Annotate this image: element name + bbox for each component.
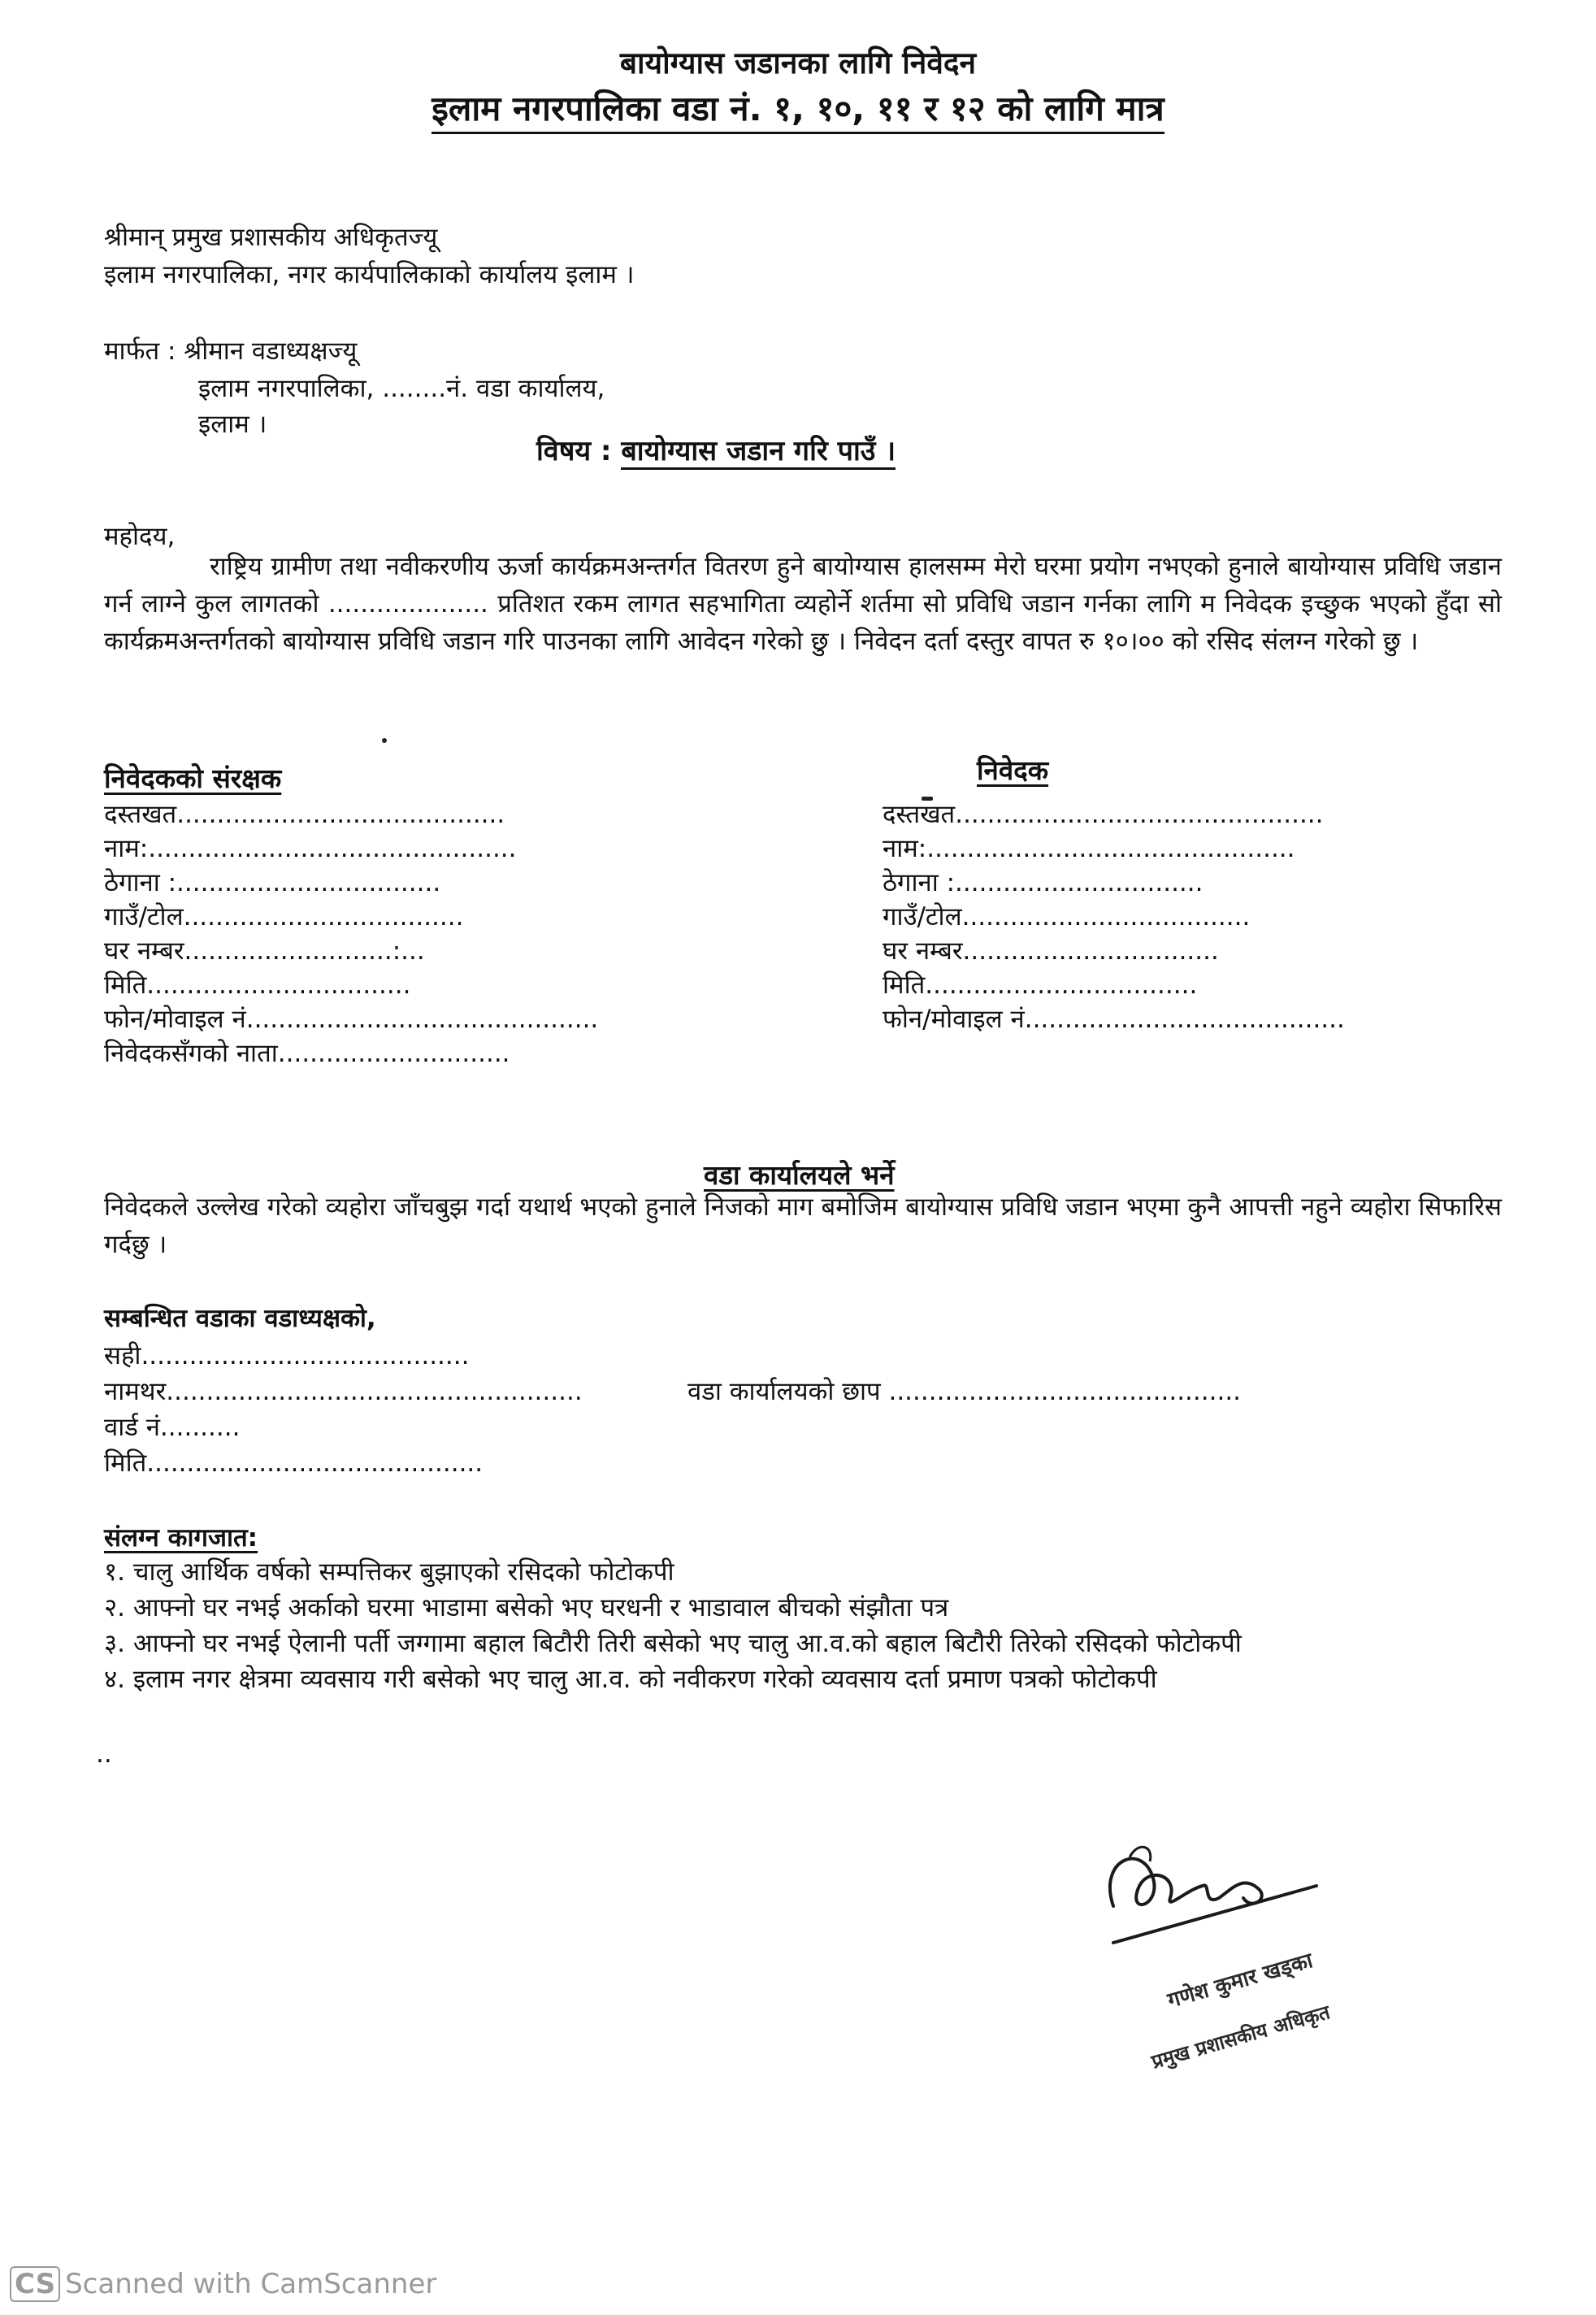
attachment-item: २. आफ्नो घर नभई अर्काको घरमा भाडामा बसेको भए घरधनी र भाडावाल बीचको संझौता पत्र: [104, 1593, 949, 1622]
guardian-name-field: नाम:..............................................: [104, 834, 517, 863]
ward-section-heading: वडा कार्यालयले भर्ने: [704, 1159, 895, 1191]
guardian-address-field: ठेगाना :.................................: [104, 868, 441, 897]
guardian-signature-field: दस्तखत.........................................: [104, 800, 505, 829]
attachment-item: ३. आफ्नो घर नभई ऐलानी पर्ती जग्गामा बहाल बिटौरी तिरी बसेको भए चालु आ.व.को बहाल बिटौरी तिरेको रसिदको फोटोकपी: [104, 1629, 1242, 1658]
subject-line: [536, 431, 896, 468]
applicant-heading: निवेदक: [977, 754, 1049, 786]
guardian-heading: निवेदकको संरक्षक: [104, 762, 282, 794]
applicant-village-field: गाउँ/टोल....................................: [883, 902, 1251, 932]
applicant-date-field: मिति..................................: [883, 971, 1198, 1000]
ward-office-stamp-field: वडा कार्यालयको छाप ............................................: [687, 1377, 1242, 1406]
guardian-relation-field: निवेदकसँगको नाता.............................: [104, 1039, 510, 1068]
body-paragraph: राष्ट्रिय ग्रामीण तथा नवीकरणीय ऊर्जा कार्यक्रमअन्तर्गत वितरण हुने बायोग्यास हालसम्म मेरो घरमा प्रयोग नभएको हुनाले बायोग्यास प्रविधि जडान गर्न लाग्ने कुल लागतको .................... प्रतिशत रकम लागत सहभागिता व्यहोर्ने शर्तमा सो प्रविधि जडान गर्नका लागि म निवेदक इच्छुक भएको हुँदा सो कार्यक्रमअन्तर्गतको बायोग्यास प्रविधि जडान गरि पाउनका लागि आवेदन गरेको छु । निवेदन दर्ता दस्तुर वापत रु १०।०० को रसिद संलग्न गरेको छु ।: [104, 552, 1502, 656]
ward-chair-name-field: नामथर....................................................: [104, 1377, 583, 1406]
applicant-signature-field: दस्तखत..............................................: [883, 800, 1324, 829]
applicant-house-number-field: घर नम्बर................................: [883, 936, 1219, 966]
ward-number-field: वार्ड नं..........: [104, 1413, 241, 1442]
via-line-2: इलाम नगरपालिका, ........नं. वडा कार्यालय,: [198, 374, 605, 403]
camscanner-watermark: [10, 2266, 436, 2302]
addressee-line-2: इलाम नगरपालिका, नगर कार्यपालिकाको कार्यालय इलाम ।: [104, 260, 635, 289]
svg-text:गणेश कुमार खड्का: गणेश कुमार खड्का: [1164, 1948, 1316, 2013]
applicant-address-field: ठेगाना :...............................: [883, 868, 1204, 897]
stray-dots: ..: [96, 1740, 112, 1769]
salutation: महोदय,: [104, 522, 176, 551]
ward-chair-heading: सम्बन्धित वडाका वडाध्यक्षको,: [104, 1304, 376, 1333]
form-subtitle: इलाम नगरपालिका वडा नं. १, १०, ११ र १२ को लागि मात्र: [0, 85, 1596, 131]
signature-scribble-icon: [1081, 1809, 1373, 2101]
guardian-house-number-field: घर नम्बर..........................:...: [104, 936, 425, 966]
addressee-line-1: श्रीमान् प्रमुख प्रशासकीय अधिकृतज्यू: [104, 223, 438, 252]
attachment-item: १. चालु आर्थिक वर्षको सम्पत्तिकर बुझाएको रसिदको फोटोकपी: [104, 1557, 674, 1587]
ward-date-field: मिति..........................................: [104, 1449, 484, 1478]
via-line-3: इलाम ।: [198, 410, 267, 439]
camscanner-logo-icon: CS: [10, 2266, 60, 2302]
handwritten-signature: [1081, 1809, 1373, 2101]
attachments-heading: संलग्न कागजात:: [104, 1523, 258, 1553]
attachment-item: ४. इलाम नगर क्षेत्रमा व्यवसाय गरी बसेको भए चालु आ.व. को नवीकरण गरेको व्यवसाय दर्ता प्रमाण पत्रको फोटोकपी: [104, 1665, 1157, 1694]
guardian-village-field: गाउँ/टोल...................................: [104, 902, 464, 932]
guardian-date-field: मिति.................................: [104, 971, 411, 1000]
subject-value: बायोग्यास जडान गरि पाउँ ।: [621, 435, 896, 470]
via-line-1: मार्फत : श्रीमान वडाध्यक्षज्यू: [104, 337, 358, 366]
applicant-phone-field: फोन/मोवाइल नं........................................: [883, 1005, 1345, 1034]
subject-label: विषय :: [536, 435, 612, 467]
guardian-phone-field: फोन/मोवाइल नं............................................: [104, 1005, 599, 1034]
scan-speck: [382, 738, 387, 743]
form-title: बायोग्यास जडानका लागि निवेदन: [619, 46, 977, 80]
applicant-name-field: नाम:..............................................: [883, 834, 1295, 863]
ward-recommendation-paragraph: निवेदकले उल्लेख गरेको व्यहोरा जाँचबुझ गर्दा यथार्थ भएको हुनाले निजको माग बमोजिम बायोग्यास प्रविधि जडान भएमा कुनै आपत्ती नहुने व्यहोरा सिफारिस गर्दछु ।: [104, 1192, 1502, 1259]
ward-chair-signature-field: सही.........................................: [104, 1341, 470, 1370]
camscanner-text: Scanned with CamScanner: [65, 2268, 437, 2300]
svg-text:प्रमुख प्रशासकीय अधिकृत: प्रमुख प्रशासकीय अधिकृत: [1148, 2000, 1333, 2074]
